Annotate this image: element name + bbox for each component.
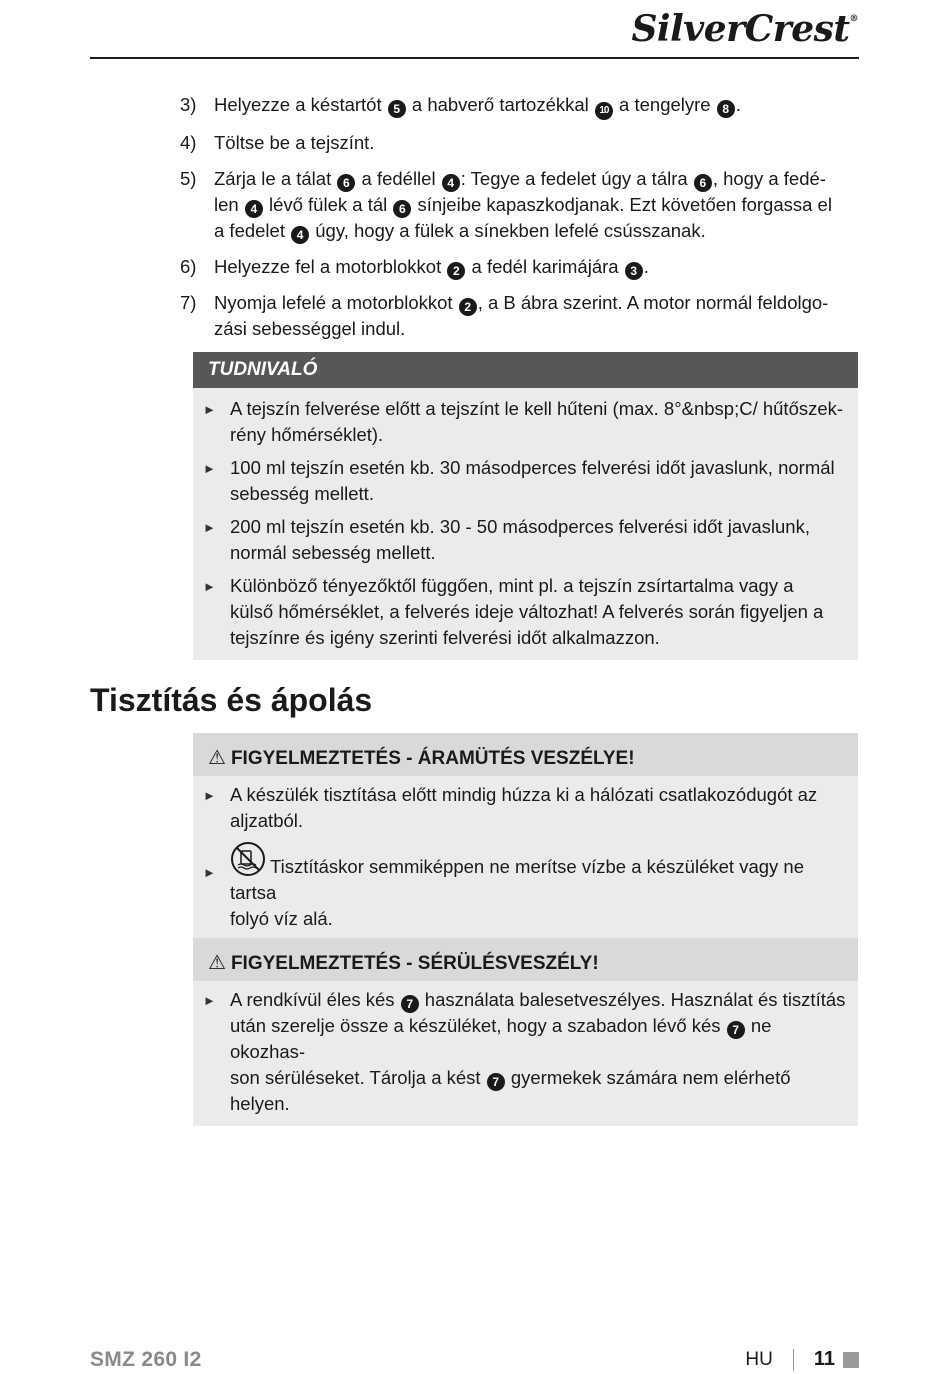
- warning-item: [203, 782, 848, 834]
- warning-item-text: A készülék tisztítása előtt mindig húzza ki a hálózati csatlakozódugót az aljzatból.: [230, 784, 818, 831]
- step-list: [180, 92, 850, 352]
- footer-page-info: [745, 1348, 859, 1371]
- page-number: 11: [813, 1348, 835, 1370]
- part-number-badge: 4: [442, 174, 460, 192]
- warning-header: [193, 938, 858, 981]
- note-item: [203, 455, 848, 507]
- section-title: Tisztítás és ápolás: [90, 682, 373, 718]
- note-title: TUDNIVALÓ: [193, 352, 858, 388]
- brand-text: SilverCrest: [631, 8, 850, 50]
- header-rule: [90, 57, 859, 59]
- note-body: [193, 388, 858, 660]
- step-text: Nyomja lefelé a motorblokkot 2 , a B ábra szerint. A motor normál feldolgo- zási sebességgel indul.: [214, 292, 829, 339]
- warning-title: FIGYELMEZTETÉS - ÁRAMÜTÉS VESZÉLYE!: [230, 748, 635, 769]
- part-number-badge: 7: [727, 1021, 745, 1039]
- note-item-text: 200 ml tejszín esetén kb. 30 - 50 másodperces felverési időt javaslunk, normál sebesség mellett.: [230, 516, 810, 563]
- note-item: [203, 396, 848, 448]
- step-number: 6): [180, 256, 197, 277]
- page-square-icon: [843, 1352, 859, 1368]
- warning-box-injury: [193, 938, 858, 1126]
- step-item: [180, 92, 850, 120]
- brand-logo: [631, 8, 858, 50]
- step-item: [180, 166, 850, 244]
- part-number-badge: 2: [459, 298, 477, 316]
- arrow-right-icon: ►: [203, 788, 216, 803]
- note-box: [193, 352, 858, 660]
- no-immerse-in-water-icon: [230, 841, 266, 877]
- warning-item-text: Tisztításkor semmiképpen ne merítse vízbe a készüléket vagy ne tartsa folyó víz alá.: [230, 856, 804, 929]
- part-number-badge: 6: [337, 174, 355, 192]
- warning-item: [203, 841, 848, 932]
- warning-body: [193, 776, 858, 941]
- arrow-right-icon: ►: [203, 461, 216, 476]
- brand-registered-mark: ®: [849, 14, 858, 24]
- step-item: [180, 254, 850, 280]
- note-item: [203, 514, 848, 566]
- warning-body: [193, 981, 858, 1126]
- warning-box-electric: [193, 733, 858, 941]
- part-number-badge: 2: [447, 262, 465, 280]
- footer-divider: [793, 1349, 794, 1371]
- step-text: Töltse be a tejszínt.: [214, 132, 375, 153]
- warning-header: [193, 733, 858, 776]
- step-number: 5): [180, 168, 197, 189]
- step-item: [180, 290, 850, 342]
- part-number-badge: 8: [717, 100, 735, 118]
- warning-title: FIGYELMEZTETÉS - SÉRÜLÉSVESZÉLY!: [230, 953, 599, 974]
- warning-item: [203, 987, 848, 1117]
- step-text: Helyezze a késtartót 5 a habverő tartozékkal 10 a tengelyre 8 .: [214, 92, 850, 120]
- part-number-badge: 4: [291, 226, 309, 244]
- part-number-badge: 4: [245, 200, 263, 218]
- arrow-right-icon: ►: [203, 402, 216, 417]
- step-number: 3): [180, 94, 197, 115]
- warning-triangle-icon: ⚠: [208, 747, 226, 769]
- arrow-right-icon: ►: [203, 993, 216, 1008]
- part-number-badge: 3: [625, 262, 643, 280]
- step-text: Zárja le a tálat 6 a fedéllel 4 : Tegye a fedelet úgy a tálra 6 , hogy a fedé- len 4 lévő fülek a tál 6 sínjeibe kapaszkodjanak. Ezt követően forgassa el a fedelet 4 úgy, hogy a fülek a sínekben lefelé csússzanak.: [214, 168, 832, 242]
- step-number: 7): [180, 292, 197, 313]
- footer-language: HU: [745, 1348, 773, 1370]
- part-number-badge: 10: [595, 102, 613, 120]
- arrow-right-icon: ►: [203, 579, 216, 594]
- part-number-badge: 6: [393, 200, 411, 218]
- part-number-badge: 6: [694, 174, 712, 192]
- arrow-right-icon: ►: [203, 520, 216, 535]
- footer-model: SMZ 260 I2: [90, 1348, 202, 1371]
- step-item: [180, 130, 850, 156]
- part-number-badge: 7: [487, 1073, 505, 1091]
- part-number-badge: 5: [388, 100, 406, 118]
- step-text: Helyezze fel a motorblokkot 2 a fedél karimájára 3 .: [214, 256, 649, 278]
- note-item: [203, 573, 848, 651]
- part-number-badge: 7: [401, 995, 419, 1013]
- warning-item-text: A rendkívül éles kés 7 használata balesetveszélyes. Használat és tisztítás után szerelje össze a készüléket, hogy a szabadon lévő kés 7 ne okozhas- son sérüléseket. Tárolja a kést 7 gyermekek számára nem elérhető helyen.: [230, 989, 846, 1114]
- arrow-right-icon: ►: [203, 865, 216, 880]
- warning-item-content: [230, 841, 848, 932]
- note-item-text: A tejszín felverése előtt a tejszínt le kell hűteni (max. 8°&nbsp;C/ hűtőszek- rény hőmérséklet).: [230, 398, 844, 445]
- step-number: 4): [180, 132, 197, 153]
- note-item-text: Különböző tényezőktől függően, mint pl. a tejszín zsírtartalma vagy a külső hőmérséklet, a felverés ideje változhat! A felverés során figyeljen a tejszínre és igény szerinti felverési időt alkalmazzon.: [230, 575, 824, 648]
- warning-triangle-icon: ⚠: [208, 952, 226, 974]
- note-item-text: 100 ml tejszín esetén kb. 30 másodperces felverési időt javaslunk, normál sebesség mellett.: [230, 457, 835, 504]
